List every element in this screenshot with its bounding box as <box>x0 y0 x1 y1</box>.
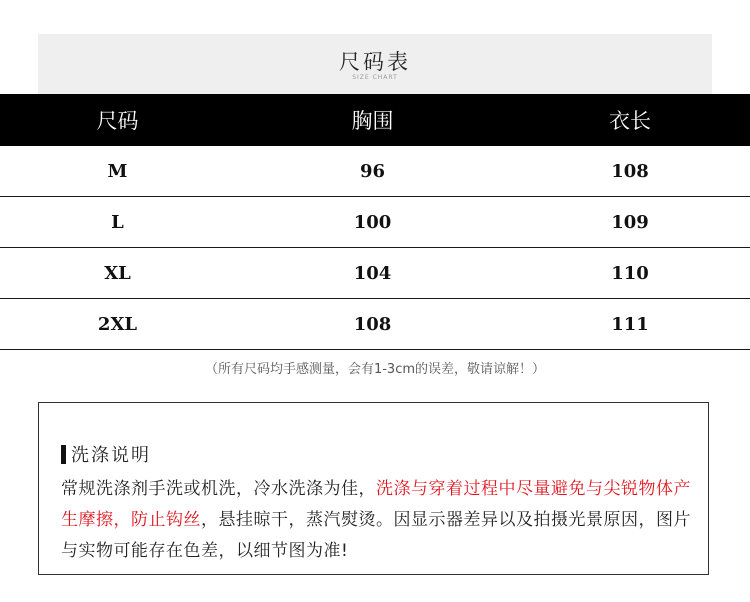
size-cell: 2XL <box>0 299 235 350</box>
chest-cell: 100 <box>235 197 510 248</box>
chest-cell: 104 <box>235 248 510 299</box>
length-cell: 108 <box>510 146 750 197</box>
chest-cell: 96 <box>235 146 510 197</box>
length-cell: 111 <box>510 299 750 350</box>
size-table <box>0 94 750 350</box>
size-cell: L <box>0 197 235 248</box>
washing-instructions-box <box>38 402 709 575</box>
length-cell: 109 <box>510 197 750 248</box>
column-header-length: 衣长 <box>510 94 750 146</box>
column-header-chest: 胸围 <box>235 94 510 146</box>
care-text-part2: ，悬挂晾干，蒸汽熨烫。因显示器差异以及拍摄光景原因，图片与实物可能存在色差，以细节图为准! <box>61 510 691 561</box>
title-bar-marker <box>61 445 66 464</box>
table-row <box>0 146 750 197</box>
size-cell: M <box>0 146 235 197</box>
size-cell: XL <box>0 248 235 299</box>
size-chart-banner <box>38 34 712 94</box>
care-text-part1: 常规洗涤剂手洗或机洗，冷水洗涤为佳， <box>61 479 376 499</box>
measurement-note: （所有尺码均手感测量，会有1-3cm的误差，敬请谅解！） <box>204 362 546 377</box>
table-row <box>0 197 750 248</box>
table-header-row <box>0 94 750 146</box>
table-row <box>0 299 750 350</box>
length-cell: 110 <box>510 248 750 299</box>
washing-instructions-title-text: 洗涤说明 <box>71 445 151 466</box>
chest-cell: 108 <box>235 299 510 350</box>
washing-instructions-title <box>61 441 151 467</box>
washing-instructions-text <box>61 474 691 567</box>
column-header-size: 尺码 <box>0 94 235 146</box>
care-text-highlight: 洗涤与穿着过程中尽量避免与尖锐物体产生摩擦，防止钩丝 <box>61 479 691 530</box>
page-title: 尺码表 <box>339 50 411 74</box>
table-row <box>0 248 750 299</box>
page-subtitle: SIZE CHART <box>352 74 398 81</box>
